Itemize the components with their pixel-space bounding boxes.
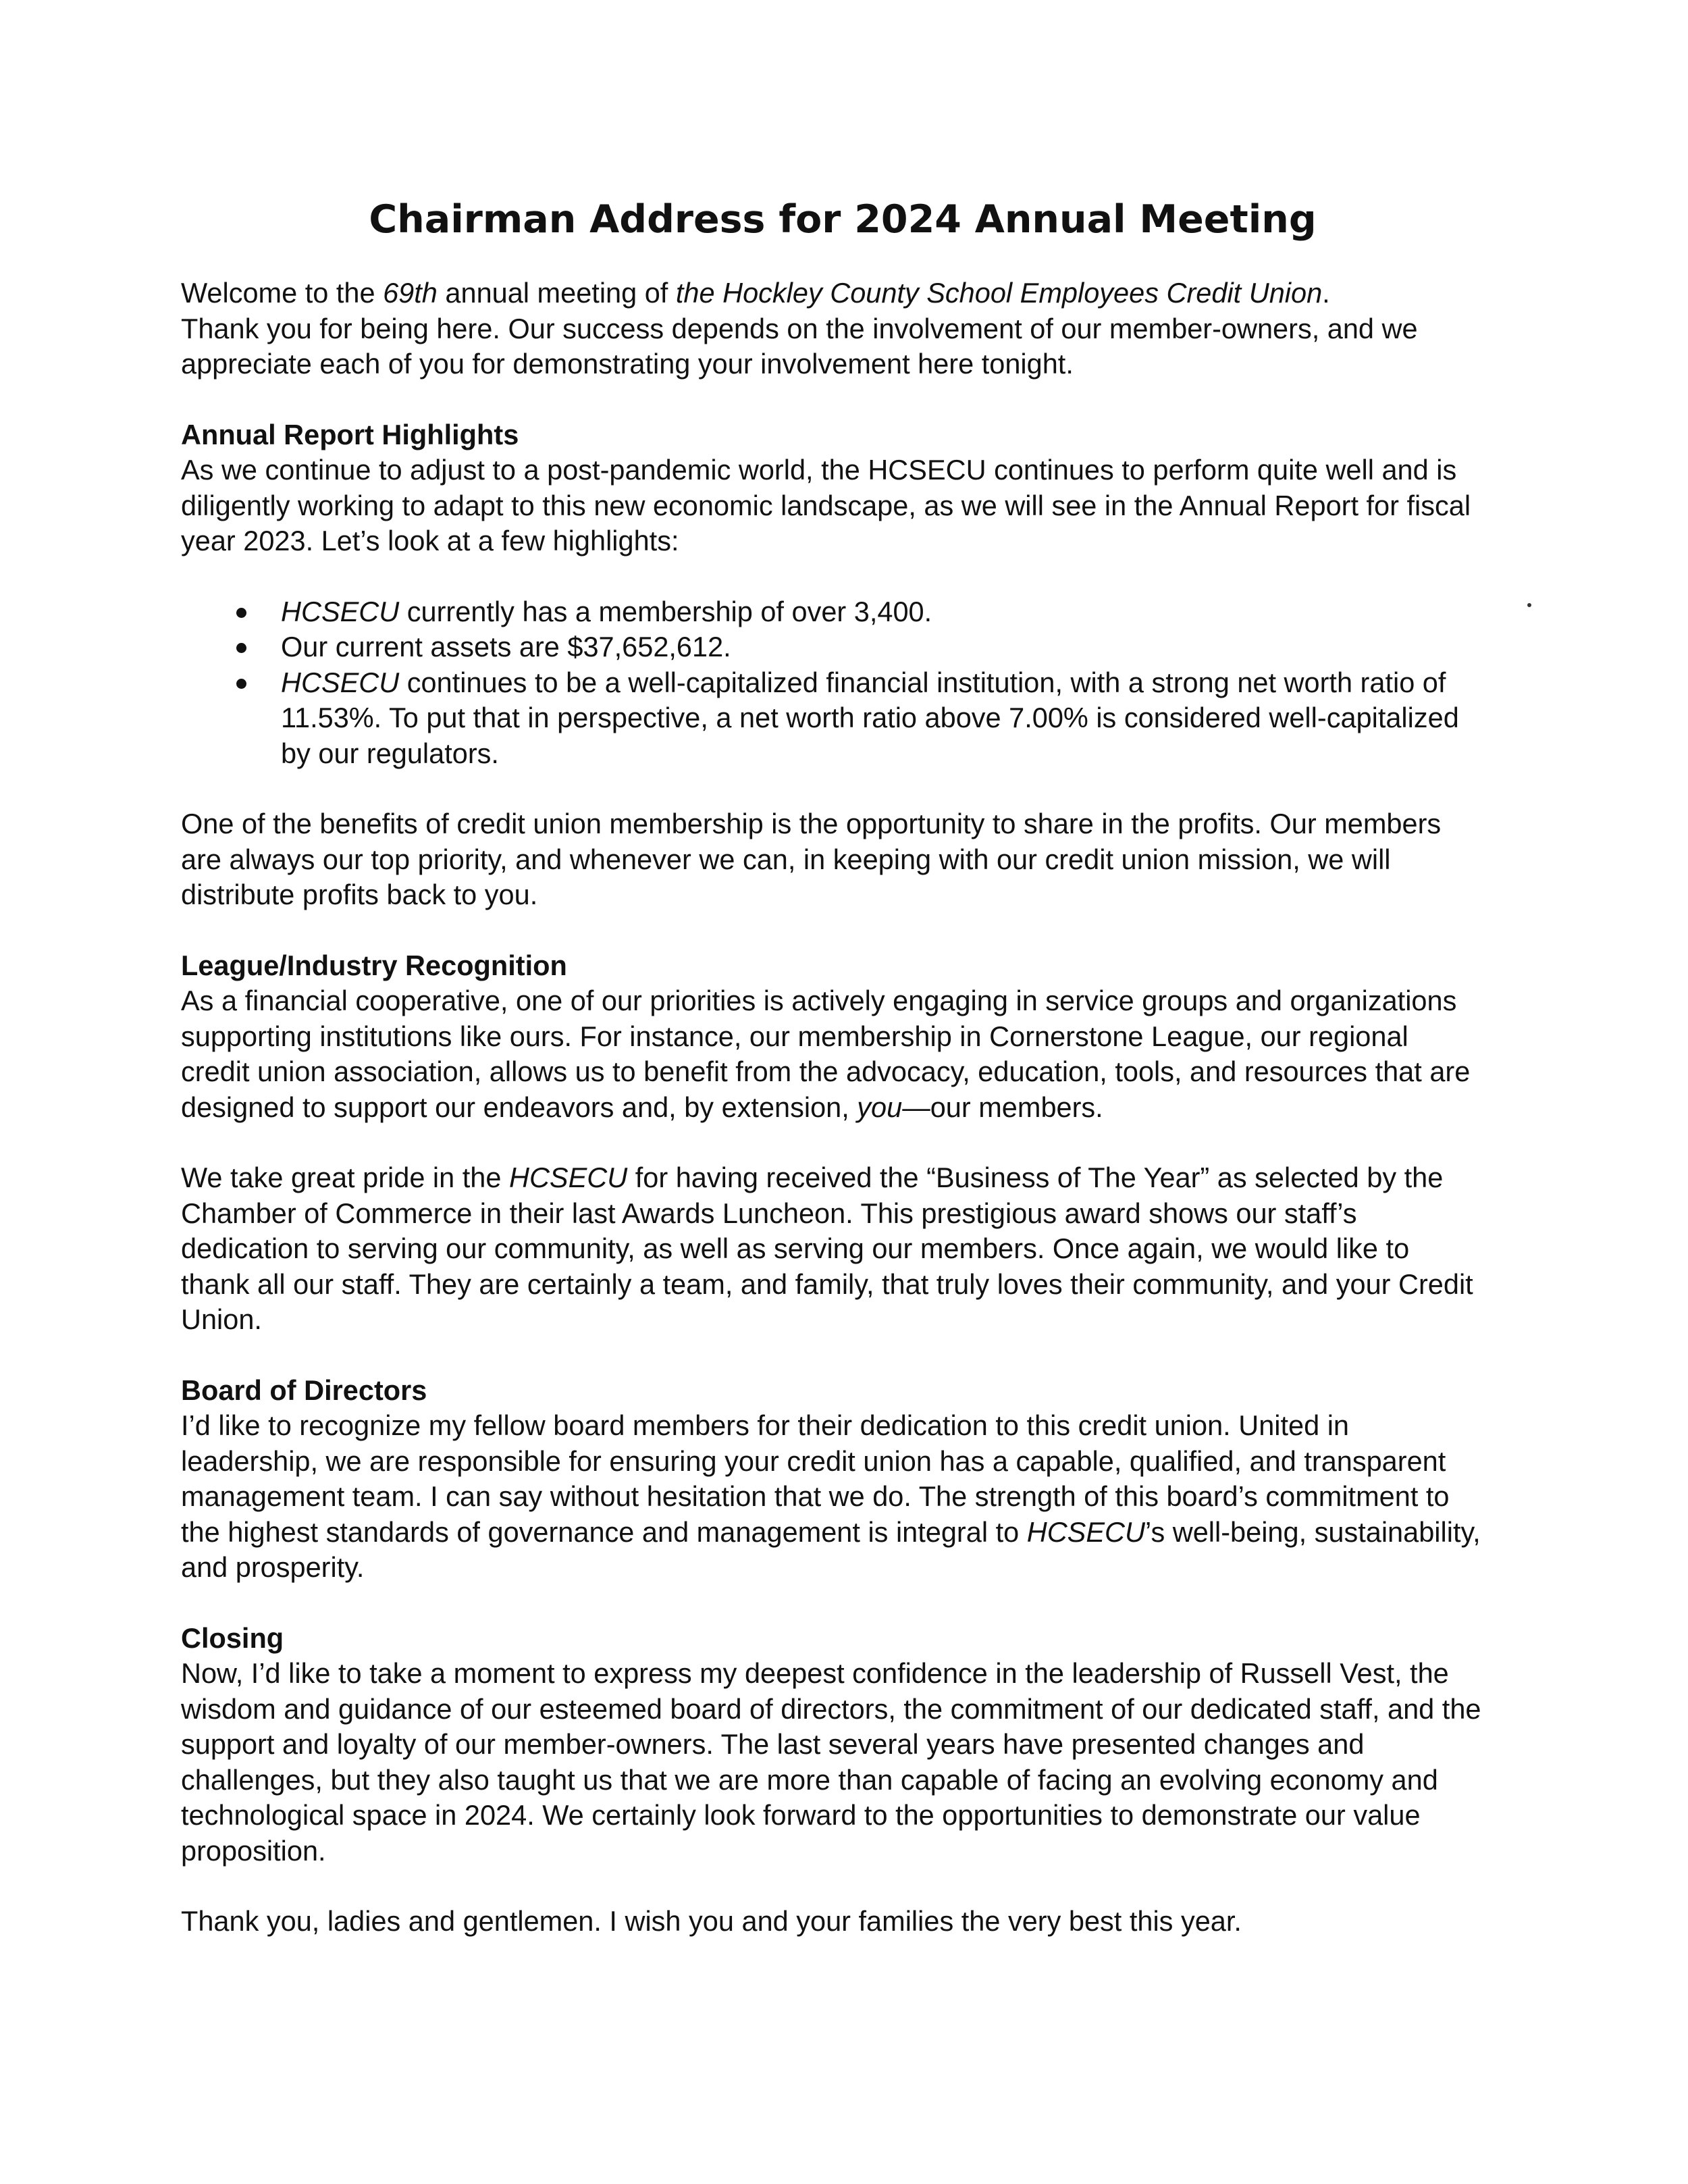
- list-item-text: currently has a membership of over 3,400.: [399, 595, 932, 627]
- section-league: [181, 948, 1484, 1338]
- paragraph-em: HCSECU: [1026, 1515, 1145, 1548]
- highlights-list: [181, 594, 1484, 772]
- paragraph-text: I’d like to recognize my fellow board members for their dedication to this credit union. United in leadership, we are responsible for ensuring your credit union has a capable, qualified, and transparent management team. I can say without hesitation that we do. The strength of this board’s commitment to the highest standards of governance and management is integral to: [181, 1409, 1450, 1548]
- page-title: Chairman Address for 2024 Annual Meeting: [369, 197, 1317, 242]
- thanks-paragraph: Thank you, ladies and gentlemen. I wish you and your families the very best this year.: [181, 1905, 1242, 1937]
- intro-text: Thank you for being here. Our success depends on the involvement of our member-owners, and we appreciate each of you for demonstrating your involvement here tonight.: [181, 312, 1418, 380]
- section-highlights: [181, 417, 1484, 913]
- bullet-icon: [236, 643, 246, 653]
- board-paragraph: [181, 1408, 1484, 1586]
- profits-paragraph: One of the benefits of credit union membership is the opportunity to share in the profits. Our members are always our top priority, and whenever we can, in keeping with our credit union mission, we will distribute profits back to you.: [181, 808, 1442, 910]
- paragraph-em: you: [857, 1091, 903, 1123]
- section-board: [181, 1373, 1484, 1586]
- section-heading: Annual Report Highlights: [181, 418, 519, 450]
- section-heading: Board of Directors: [181, 1374, 427, 1406]
- paragraph-em: HCSECU: [508, 1162, 628, 1193]
- list-item-text: Our current assets are $37,652,612.: [281, 631, 731, 662]
- paragraph-text: As a financial cooperative, one of our priorities is actively engaging in service groups and organizations supporting institutions like ours. For instance, our membership in Cornerstone League, our regional credit union association, allows us to benefit from the advocacy, education, tools, and resources that are designed to support our endeavors and, by extension,: [181, 985, 1471, 1123]
- intro-ordinal: 69th: [383, 277, 438, 309]
- intro-text: .: [1322, 277, 1330, 309]
- section-heading: Closing: [181, 1621, 284, 1654]
- document-page: [181, 197, 1484, 1975]
- bullet-icon: [236, 679, 246, 689]
- list-item-em: HCSECU: [281, 666, 400, 698]
- paragraph-text: ’s well-being, sustainability, and prosperity.: [181, 1515, 1481, 1583]
- bullet-icon: [236, 608, 246, 618]
- league-paragraph: [181, 983, 1484, 1125]
- highlights-paragraph: As we continue to adjust to a post-pandemic world, the HCSECU continues to perform quite well and is diligently working to adapt to this new economic landscape, as we will see in the Annual Report for fiscal year 2023. Let’s look at a few highlights:: [181, 454, 1471, 556]
- paragraph-text: —our members.: [902, 1091, 1103, 1123]
- section-heading: League/Industry Recognition: [181, 949, 567, 981]
- paragraph-text: for having received the “Business of The Year” as selected by the Chamber of Commerce in their last Awards Luncheon. This prestigious award shows our staff’s dedication to serving our community, as well as serving our members. Once again, we would like to thank all our staff. They are certainly a team, and family, that truly loves their community, and your Credit Union.: [181, 1162, 1473, 1335]
- award-paragraph: [181, 1160, 1484, 1338]
- closing-paragraph: Now, I’d like to take a moment to express my deepest confidence in the leadership of Russell Vest, the wisdom and guidance of our esteemed board of directors, the commitment of our dedicated staff, and the support and loyalty of our member-owners. The last several years have presented changes and challenges, but they also taught us that we are more than capable of facing an evolving economy and technological space in 2024. We certainly look forward to the opportunities to demonstrate our value proposition.: [181, 1657, 1481, 1867]
- list-item-em: HCSECU: [281, 595, 400, 627]
- intro-text: annual meeting of: [437, 277, 676, 309]
- list-item: [181, 629, 1484, 665]
- paragraph-text: We take great pride in the: [181, 1162, 509, 1193]
- list-item-text: continues to be a well-capitalized financial institution, with a strong net worth ratio of 11.53%. To put that in perspective, a net worth ratio above 7.00% is considered well-capitalized by our regulators.: [281, 666, 1459, 769]
- intro-paragraph: [181, 276, 1484, 382]
- scan-speck: [1527, 603, 1531, 607]
- intro-credit-union-name: the Hockley County School Employees Credit Union: [675, 277, 1323, 309]
- list-item: [181, 665, 1484, 772]
- list-item: [181, 594, 1484, 630]
- intro-text: Welcome to the: [181, 277, 384, 309]
- section-closing: [181, 1621, 1484, 1940]
